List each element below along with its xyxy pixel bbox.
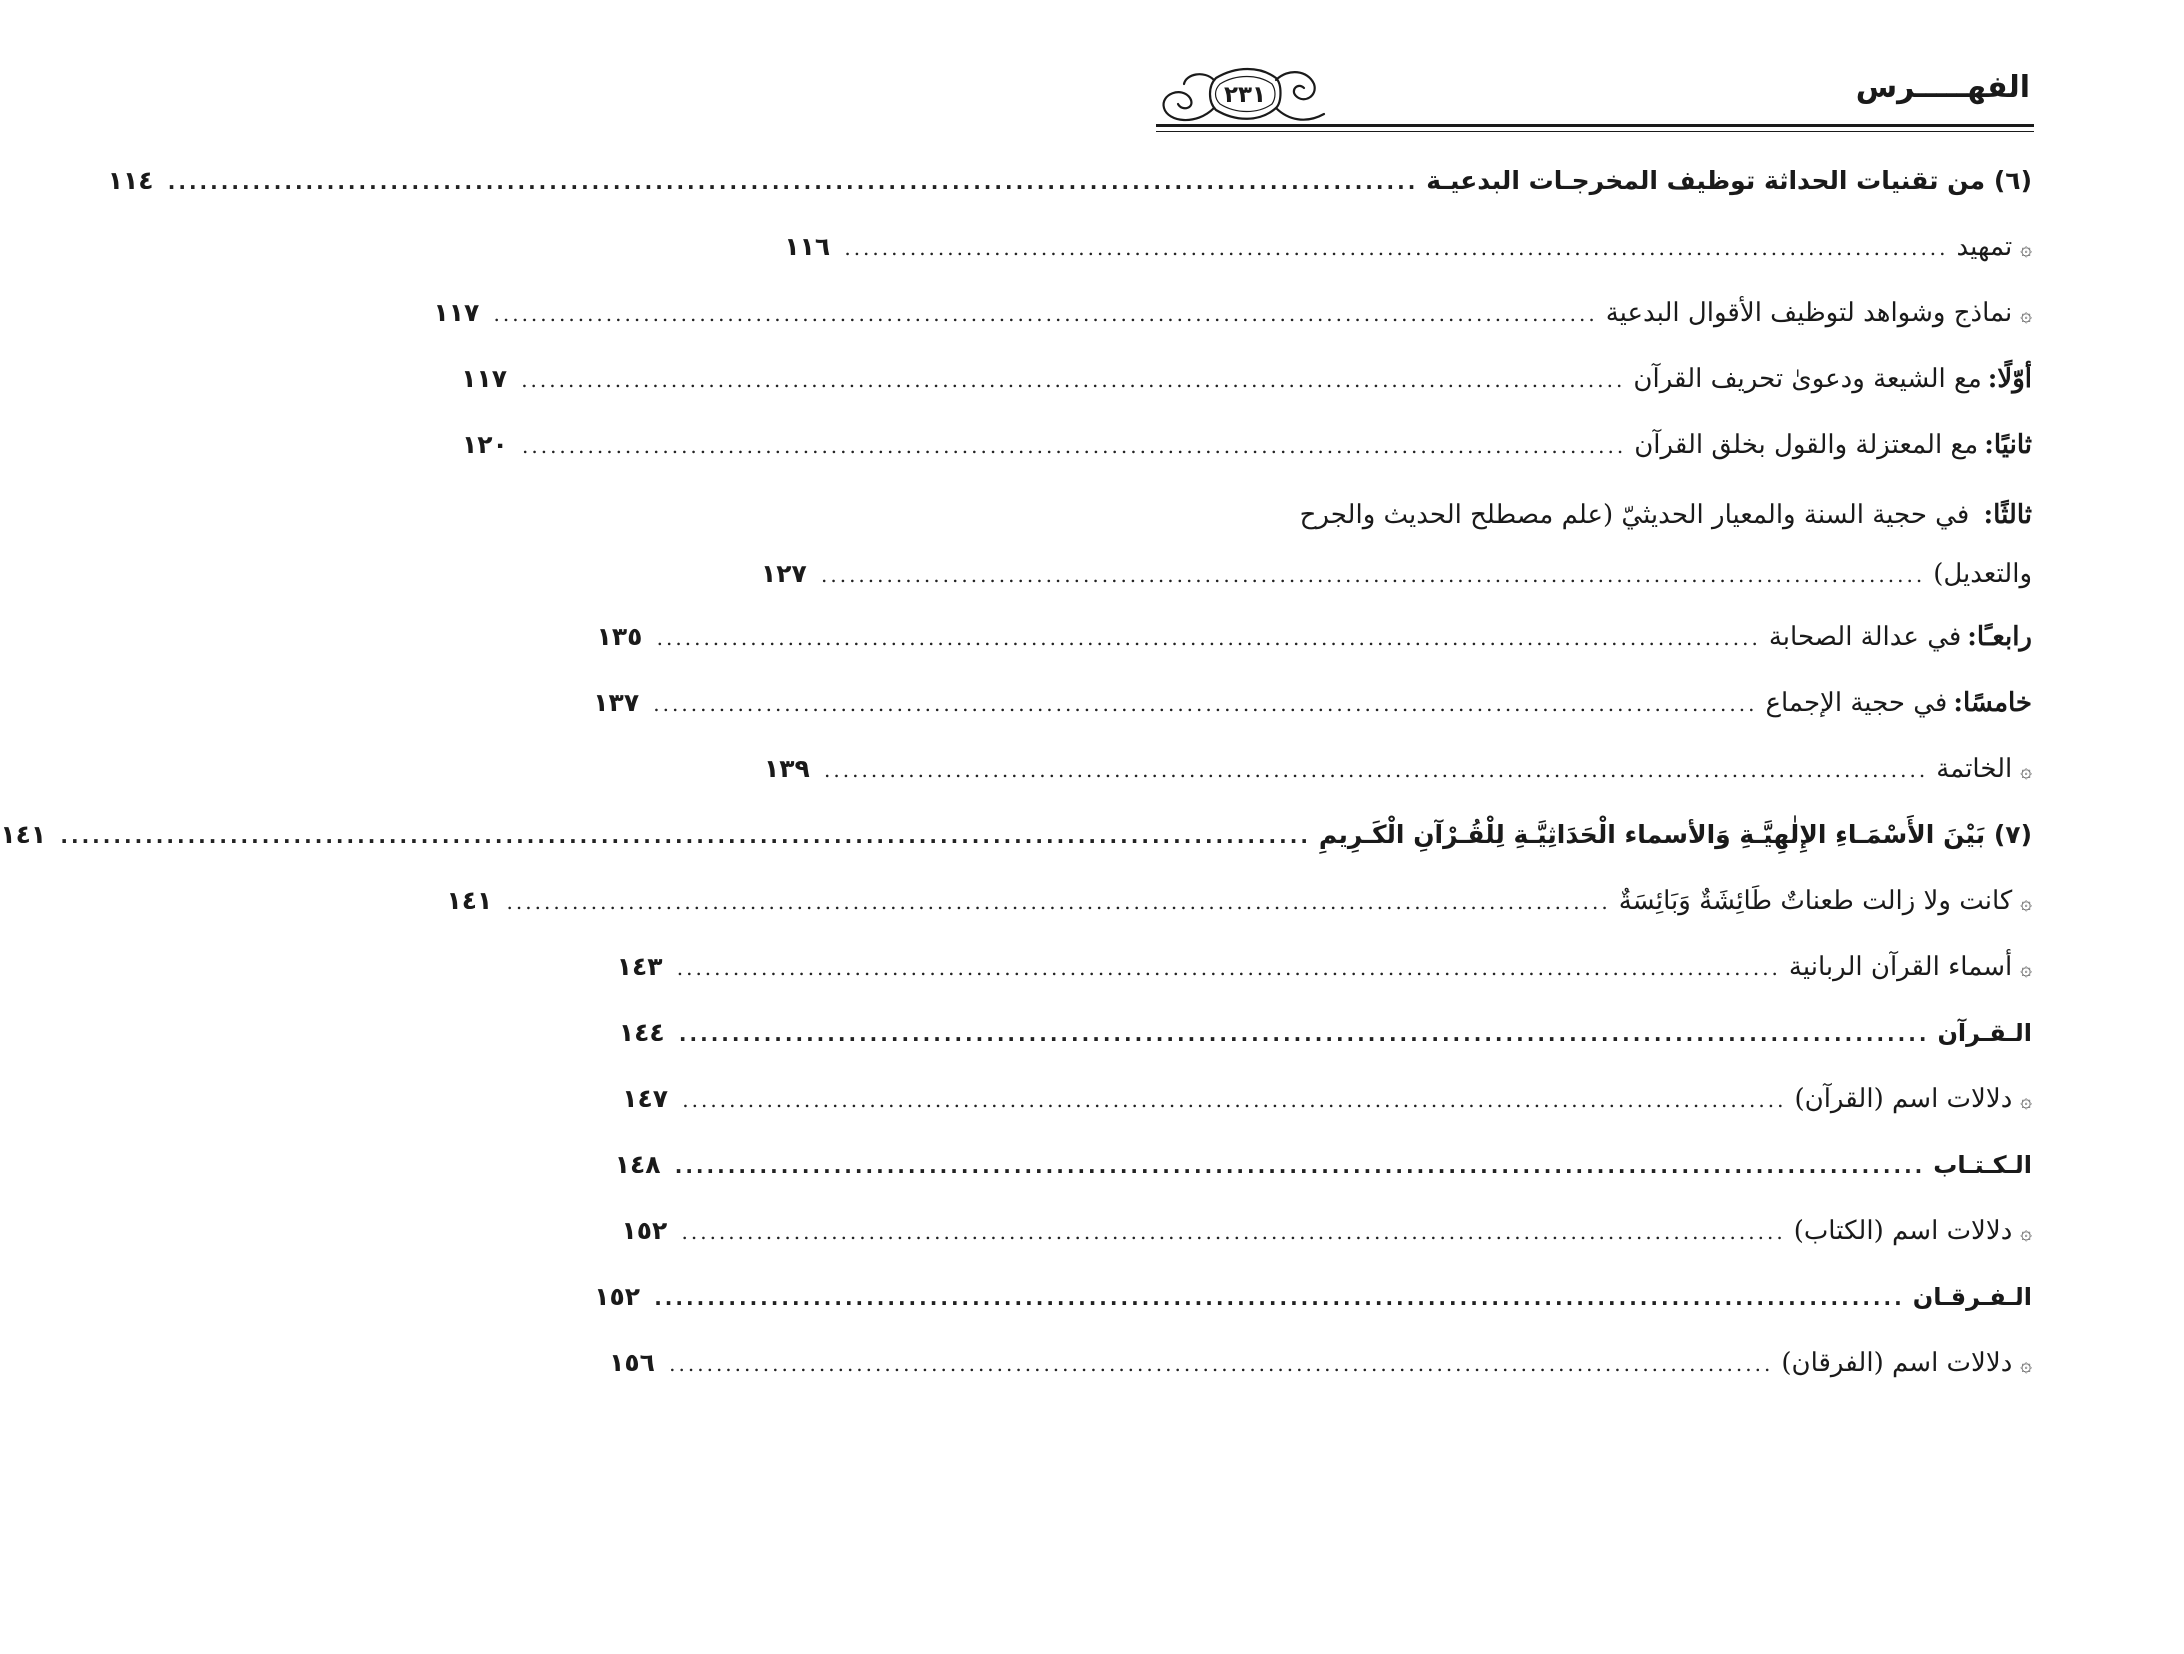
dot-leader: ...................................................................................................................... — [682, 1088, 1787, 1112]
ornament-star-icon: ۞ — [2020, 890, 2032, 914]
toc-entry-ordinal: أوّلًا: — [1987, 364, 2032, 394]
toc-page-number: ١٣٧ — [593, 688, 640, 717]
table-of-contents — [0, 148, 2032, 1396]
toc-entry-text: في حجية الإجماع — [1765, 688, 1948, 718]
toc-page-number: ١٤٨ — [614, 1150, 661, 1179]
dot-leader: ...................................................................................................................... — [654, 1286, 1905, 1310]
dot-leader: ...................................................................................................................... — [493, 302, 1598, 326]
dot-leader: ...................................................................................................................... — [674, 1154, 1926, 1178]
toc-page-number: ١١٤ — [107, 166, 154, 195]
ornament-star-icon: ۞ — [2020, 1220, 2032, 1244]
ornament-star-icon: ۞ — [2020, 758, 2032, 782]
toc-entry[interactable] — [596, 604, 2032, 670]
toc-entry-ordinal: خامسًا: — [1953, 688, 2032, 718]
toc-page-number: ١٣٥ — [596, 622, 643, 651]
toc-page-number: ١٢٧ — [761, 559, 807, 588]
toc-entry[interactable] — [594, 1264, 2032, 1330]
ornament-star-icon: ۞ — [2020, 956, 2032, 980]
toc-entry[interactable] — [433, 280, 2032, 346]
toc-page-number: ١٥٢ — [621, 1216, 668, 1245]
toc-entry-text: دلالات اسم (الكتاب) — [1793, 1216, 2013, 1246]
toc-page-number: ١٤٧ — [622, 1084, 669, 1113]
dot-leader: ...................................................................................................................... — [656, 626, 1761, 650]
toc-entry[interactable] — [622, 1066, 2032, 1132]
toc-page-number: ١٤١ — [0, 820, 47, 849]
dot-leader: ...................................................................................................................... — [167, 170, 1419, 194]
dot-leader: ...................................................................................................................... — [676, 956, 1781, 980]
dot-leader: ...................................................................................................................... — [678, 1022, 1930, 1046]
toc-entry-text: الـقـرآن — [1937, 1019, 2032, 1047]
toc-entry[interactable] — [621, 1198, 2032, 1264]
toc-entry[interactable] — [107, 148, 2032, 214]
dot-leader: ...................................................................................................................... — [506, 890, 1611, 914]
toc-entry-line — [761, 544, 2032, 604]
toc-page-number: ١١٧ — [461, 364, 507, 393]
toc-entry-text-continued: والتعديل) — [1933, 559, 2032, 589]
ornament-frame-icon — [1156, 64, 1331, 126]
dot-leader: ...................................................................................................................... — [824, 758, 1929, 782]
toc-page-number: ١٣٩ — [764, 754, 810, 783]
toc-entry-text: دلالات اسم (الفرقان) — [1781, 1348, 2013, 1378]
header-rule-thick — [1156, 124, 2034, 127]
toc-entry-text: تمهيد — [1956, 232, 2013, 262]
toc-entry[interactable] — [461, 346, 2032, 412]
toc-entry-text: مع المعتزلة والقول بخلق القرآن — [1634, 430, 1979, 460]
toc-entry-text: (٧) بَيْنَ الأَسْمَـاءِ الإِلٰهِيَّـةِ وَالأسماء الْحَدَاثِيَّـةِ لِلْقُـرْآنِ الْكَـرِيمِ — [1318, 820, 2032, 849]
ornament-star-icon: ۞ — [2020, 1088, 2032, 1112]
toc-entry[interactable] — [764, 736, 2032, 802]
toc-entry-line — [1161, 478, 2032, 544]
toc-entry[interactable] — [616, 934, 2032, 1000]
toc-entry[interactable] — [609, 1330, 2032, 1396]
toc-entry-text: الـفـرقـان — [1912, 1283, 2032, 1311]
dot-leader: ...................................................................................................................... — [821, 563, 1926, 587]
toc-entry[interactable] — [593, 670, 2032, 736]
toc-page-number: ١٤٤ — [618, 1018, 665, 1047]
dot-leader: ...................................................................................................................... — [669, 1352, 1774, 1376]
toc-page-number: ١٤١ — [446, 886, 493, 915]
toc-page-number: ١٢٠ — [462, 430, 508, 459]
toc-page-number: ١٤٣ — [616, 952, 663, 981]
dot-leader: ...................................................................................................................... — [60, 824, 1311, 848]
toc-page-number: ١١٦ — [784, 232, 831, 261]
dot-leader: ...................................................................................................................... — [653, 692, 1758, 716]
page-title: الفهـــــرس — [1855, 70, 2030, 105]
toc-entry-text: كانت ولا زالت طعناتٌ طَائِشَةٌ وَبَائِسَةٌ — [1618, 886, 2013, 916]
page-header — [1156, 58, 2034, 138]
toc-entry-ordinal: ثانيًا: — [1984, 430, 2032, 460]
page-number: ٢٣١ — [1223, 82, 1267, 108]
toc-entry-text: الخاتمة — [1936, 754, 2013, 784]
toc-entry[interactable] — [462, 412, 2032, 478]
toc-entry-text: الـكـتـاب — [1933, 1151, 2032, 1179]
toc-entry[interactable] — [784, 214, 2032, 280]
toc-page-number: ١١٧ — [433, 298, 480, 327]
dot-leader: ...................................................................................................................... — [522, 434, 1627, 458]
dot-leader: ...................................................................................................................... — [521, 368, 1626, 392]
toc-entry[interactable] — [0, 802, 2032, 868]
toc-entry[interactable] — [618, 1000, 2032, 1066]
toc-entry-text: نماذج وشواهد لتوظيف الأقوال البدعية — [1605, 298, 2013, 328]
toc-entry[interactable] — [446, 868, 2032, 934]
dot-leader: ...................................................................................................................... — [844, 236, 1949, 260]
dot-leader: ...................................................................................................................... — [681, 1220, 1786, 1244]
toc-entry-text: دلالات اسم (القرآن) — [1794, 1084, 2013, 1114]
ornament-star-icon: ۞ — [2020, 236, 2032, 260]
header-rule-thin — [1156, 131, 2034, 132]
ornament-star-icon: ۞ — [2020, 302, 2032, 326]
toc-entry-text: في عدالة الصحابة — [1768, 622, 1962, 652]
toc-page-number: ١٥٦ — [609, 1348, 655, 1377]
toc-entry-ordinal: رابعـًا: — [1967, 622, 2032, 652]
toc-entry[interactable] — [761, 478, 2032, 604]
toc-page-number: ١٥٢ — [594, 1282, 640, 1311]
toc-entry-ordinal: ثالثًا: — [1983, 500, 2032, 530]
toc-entry-text: أسماء القرآن الربانية — [1788, 952, 2013, 982]
toc-entry-text: (٦) من تقنيات الحداثة توظيف المخرجـات البدعيـة — [1426, 166, 2032, 195]
toc-entry-text: في حجية السنة والمعيار الحديثيّ (علم مصطلح الحديث والجرح — [1299, 500, 1970, 530]
ornament-star-icon: ۞ — [2020, 1352, 2032, 1376]
toc-entry-text: مع الشيعة ودعوىٰ تحريف القرآن — [1633, 364, 1982, 394]
toc-entry[interactable] — [614, 1132, 2032, 1198]
